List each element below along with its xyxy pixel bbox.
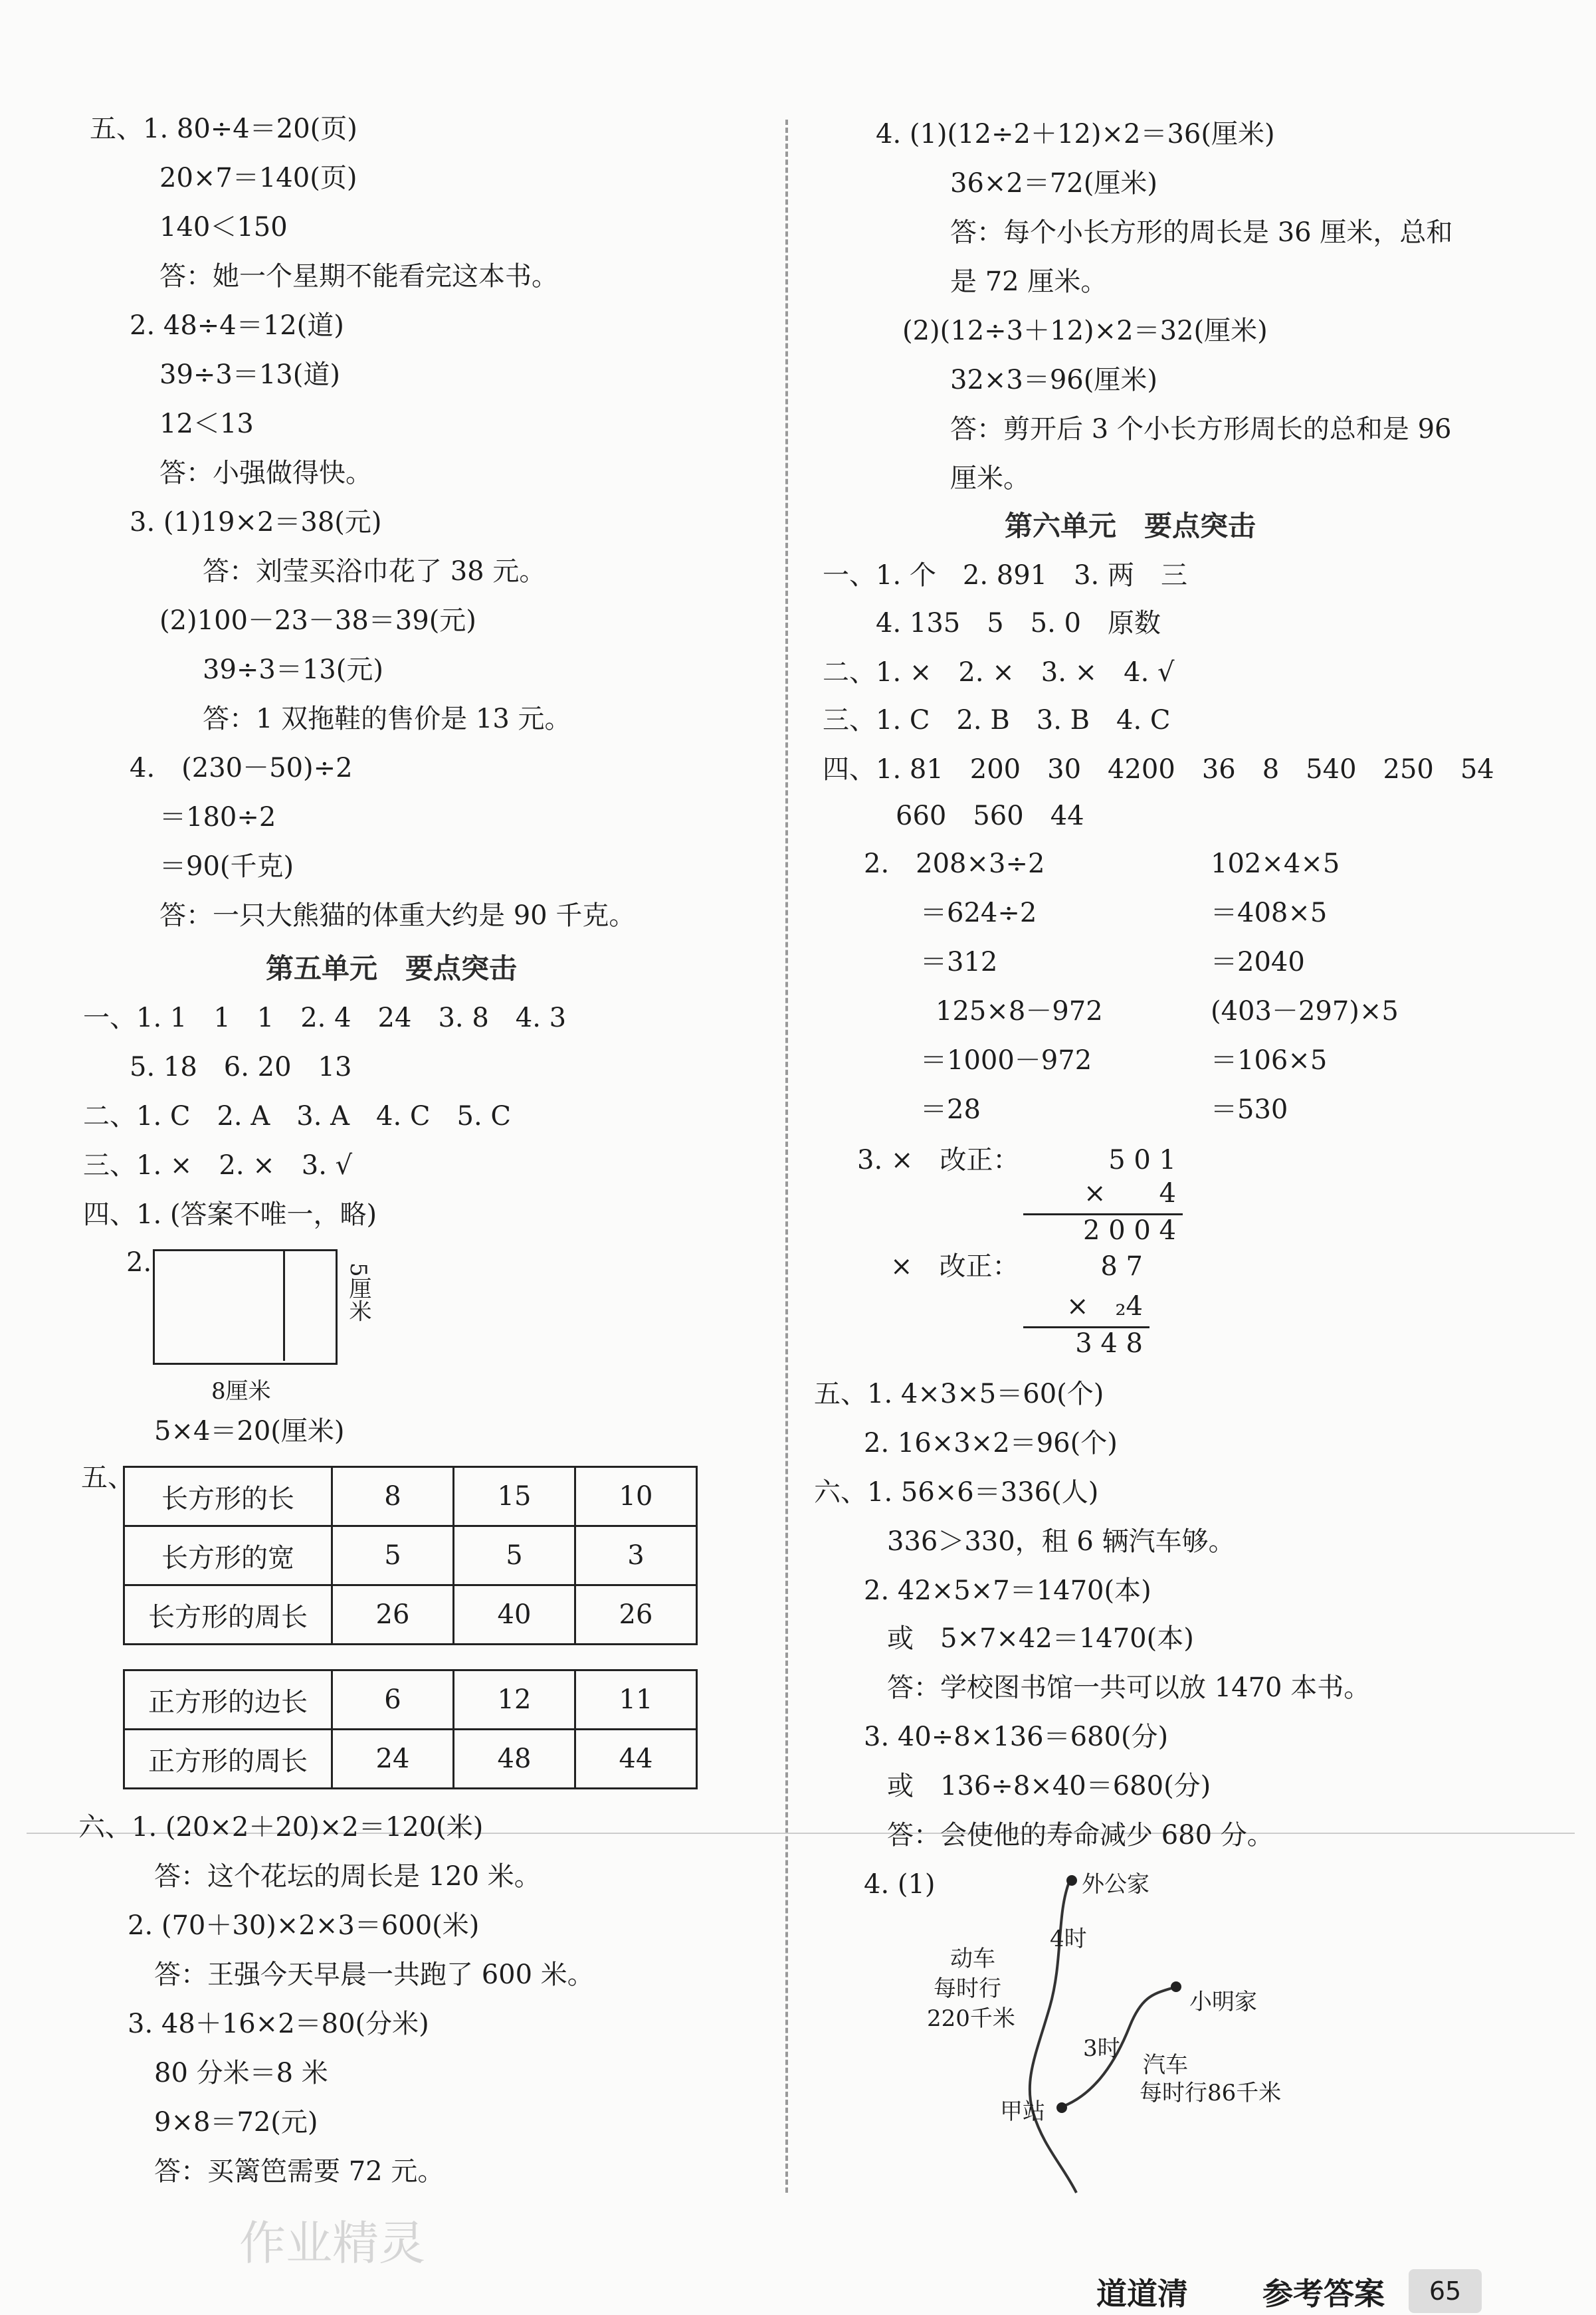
text-line: 答：刘莹买浴巾花了 38 元。 <box>203 556 546 587</box>
table-cell: 长方形的周长 <box>124 1585 332 1645</box>
vertical-calc: 3 4 8 <box>1075 1328 1143 1359</box>
text-line: 答：每个小长方形的周长是 36 厘米，总和 <box>950 217 1453 248</box>
rectangle-table <box>123 1466 698 1645</box>
calc-line: ＝1000－972 <box>920 1045 1092 1076</box>
table-cell: 48 <box>454 1730 575 1789</box>
map-label-xiaoming: 小明家 <box>1189 1989 1257 2015</box>
calc-line: 2. 208×3÷2 <box>864 849 1045 879</box>
table-cell: 24 <box>332 1730 454 1789</box>
table-cell: 正方形的周长 <box>124 1730 332 1789</box>
text-line: 3. 40÷8×136＝680(分) <box>864 1722 1169 1752</box>
text-line: 答：1 双拖鞋的售价是 13 元。 <box>203 704 571 734</box>
text-line: 20×7＝140(页) <box>159 163 357 193</box>
map-label-train-speed2: 220千米 <box>927 2005 1015 2032</box>
table-cell: 6 <box>332 1670 454 1730</box>
table-row <box>124 1585 697 1645</box>
calc-line: ＝312 <box>920 947 998 977</box>
map-label-station: 甲站 <box>1000 2098 1045 2125</box>
text-line: 二、1. C 2. A 3. A 4. C 5. C <box>83 1101 511 1132</box>
table-cell: 5 <box>454 1526 575 1585</box>
grandma-home-dot <box>1066 1875 1077 1886</box>
text-line: 4. (230－50)÷2 <box>130 753 353 783</box>
text-line: 36×2＝72(厘米) <box>950 168 1157 199</box>
text-line: 5. 18 6. 20 13 <box>130 1052 352 1082</box>
text-line: 答：会使他的寿命减少 680 分。 <box>887 1820 1274 1851</box>
calc-line: ＝106×5 <box>1211 1045 1328 1076</box>
text-line: 3. (1)19×2＝38(元) <box>130 507 382 538</box>
text-line: 2. 48÷4＝12(道) <box>130 310 344 341</box>
text-line: 2. (70＋30)×2×3＝600(米) <box>128 1910 480 1941</box>
page-number: 65 <box>1409 2269 1482 2313</box>
text-line: 4. (1)(12÷2＋12)×2＝36(厘米) <box>876 119 1275 150</box>
table-cell: 26 <box>332 1585 454 1645</box>
text-line: 答：王强今天早晨一共跑了 600 米。 <box>154 1960 594 1990</box>
text-line: 三、1. C 2. B 3. B 4. C <box>823 705 1171 736</box>
text-line: ＝180÷2 <box>159 802 276 833</box>
map-label-time3: 3时 <box>1083 2035 1120 2062</box>
map-label-grandma: 外公家 <box>1082 1871 1149 1898</box>
text-line: 336＞330，租 6 辆汽车够。 <box>887 1526 1235 1557</box>
calc-line: ＝624÷2 <box>920 898 1037 928</box>
calc-line: (403－297)×5 <box>1211 996 1399 1027</box>
unit6-title: 第六单元 要点突击 <box>1005 510 1256 542</box>
text-line: 2. 16×3×2＝96(个) <box>864 1428 1118 1459</box>
text-line: 答：买篱笆需要 72 元。 <box>154 2156 445 2187</box>
text-line: 660 560 44 <box>896 801 1084 831</box>
text-line: 39÷3＝13(元) <box>203 654 383 685</box>
rectangle-divider <box>283 1249 285 1361</box>
table-cell: 12 <box>454 1670 575 1730</box>
table-cell: 3 <box>575 1526 697 1585</box>
table-cell: 正方形的边长 <box>124 1670 332 1730</box>
footer-brand: 道道清 <box>1096 2276 1188 2312</box>
table-row <box>124 1526 697 1585</box>
text-line: 39÷3＝13(道) <box>159 359 340 390</box>
table-row <box>124 1730 697 1789</box>
table-cell: 15 <box>454 1467 575 1526</box>
text-line: 答：小强做得快。 <box>159 458 372 488</box>
calc-line: ＝2040 <box>1211 947 1305 977</box>
map-label-car-speed: 每时行86千米 <box>1140 2080 1282 2106</box>
q5-label: 五、 <box>81 1462 134 1493</box>
table-cell: 11 <box>575 1670 697 1730</box>
table-cell: 44 <box>575 1730 697 1789</box>
text-line: 二、1. × 2. × 3. × 4. √ <box>823 657 1175 688</box>
square-table <box>123 1669 698 1789</box>
text-line: 12＜13 <box>159 409 254 439</box>
text-line: 四、1. 81 200 30 4200 36 8 540 250 54 <box>823 754 1494 785</box>
table-cell: 8 <box>332 1467 454 1526</box>
text-line: 4. (1) <box>864 1869 936 1900</box>
text-line: 4. 135 5 5. 0 原数 <box>876 608 1161 639</box>
vertical-calc: × 4 <box>1084 1178 1176 1209</box>
text-line: 9×8＝72(元) <box>154 2107 318 2138</box>
text-line: 或 5×7×42＝1470(本) <box>887 1623 1194 1654</box>
table-cell: 长方形的长 <box>124 1467 332 1526</box>
calc-line: 125×8－972 <box>936 996 1103 1027</box>
map-label-train-speed1: 每时行 <box>934 1975 1001 2002</box>
correction-label: 3. × 改正： <box>857 1145 1020 1175</box>
table-cell: 10 <box>575 1467 697 1526</box>
text-line: 是 72 厘米。 <box>950 266 1108 297</box>
text-line: 三、1. × 2. × 3. √ <box>83 1150 353 1181</box>
text-line: 80 分米＝8 米 <box>154 2058 328 2088</box>
text-line: 或 136÷8×40＝680(分) <box>887 1771 1211 1801</box>
calc-line: ＝28 <box>920 1094 981 1125</box>
text-line: 六、1. 56×6＝336(人) <box>814 1477 1099 1508</box>
text-line: 140＜150 <box>159 212 288 243</box>
vertical-calc: 8 7 <box>1100 1251 1143 1282</box>
footer-section: 参考答案 <box>1262 2276 1385 2312</box>
map-label-time4: 4时 <box>1050 1926 1087 1952</box>
text-line: ＝90(千克) <box>159 851 294 882</box>
text-line: 一、1. 1 1 1 2. 4 24 3. 8 4. 3 <box>83 1003 567 1033</box>
text-line: 答：剪开后 3 个小长方形周长的总和是 96 <box>950 414 1452 445</box>
table-cell: 40 <box>454 1585 575 1645</box>
text-line: 五、1. 4×3×5＝60(个) <box>814 1379 1104 1409</box>
text-line: 3. 48＋16×2＝80(分米) <box>128 2009 429 2039</box>
table-row <box>124 1670 697 1730</box>
table-cell: 长方形的宽 <box>124 1526 332 1585</box>
fig-side-label: 5厘米 <box>345 1262 371 1322</box>
map-label-train: 动车 <box>950 1946 995 1972</box>
correction-label: × 改正： <box>890 1251 1019 1282</box>
text-line: 2. 42×5×7＝1470(本) <box>864 1575 1151 1606</box>
fig-label: 2. <box>126 1247 152 1278</box>
text-line: 答：学校图书馆一共可以放 1470 本书。 <box>887 1672 1371 1703</box>
xiaoming-home-dot <box>1171 1981 1181 1992</box>
calc-line: 102×4×5 <box>1211 849 1340 879</box>
vertical-calc: 5 0 1 <box>1108 1145 1176 1175</box>
text-line: 32×3＝96(厘米) <box>950 365 1157 395</box>
text-line: 答：一只大熊猫的体重大约是 90 千克。 <box>159 900 636 931</box>
fig-equation: 5×4＝20(厘米) <box>154 1416 345 1447</box>
text-line: 六、1. (20×2＋20)×2＝120(米) <box>78 1812 484 1843</box>
rectangle-figure <box>153 1249 338 1365</box>
fig-bottom-label: 8厘米 <box>211 1378 271 1405</box>
text-line: 答：这个花坛的周长是 120 米。 <box>154 1861 541 1892</box>
calc-line: ＝408×5 <box>1211 898 1328 928</box>
unit5-title: 第五单元 要点突击 <box>266 952 518 985</box>
vertical-calc: 2 0 0 4 <box>1083 1215 1176 1246</box>
vertical-calc: × ₂4 <box>1066 1291 1143 1322</box>
text-line: (2)100－23－38＝39(元) <box>159 605 476 636</box>
station-dot <box>1056 2102 1067 2113</box>
calc-line: ＝530 <box>1211 1094 1288 1125</box>
watermark-stamp: 作业精灵 <box>239 2216 425 2270</box>
text-line: (2)(12÷3＋12)×2＝32(厘米) <box>902 316 1268 346</box>
column-divider <box>785 120 788 2193</box>
table-cell: 26 <box>575 1585 697 1645</box>
text-line: 五、1. 80÷4＝20(页) <box>90 114 357 144</box>
table-row <box>124 1467 697 1526</box>
text-line: 一、1. 个 2. 891 3. 两 三 <box>823 560 1187 591</box>
table-cell: 5 <box>332 1526 454 1585</box>
text-line: 厘米。 <box>950 463 1030 494</box>
map-label-car: 汽车 <box>1143 2052 1188 2078</box>
text-line: 四、1. (答案不唯一，略) <box>83 1199 377 1230</box>
text-line: 答：她一个星期不能看完这本书。 <box>159 261 558 292</box>
